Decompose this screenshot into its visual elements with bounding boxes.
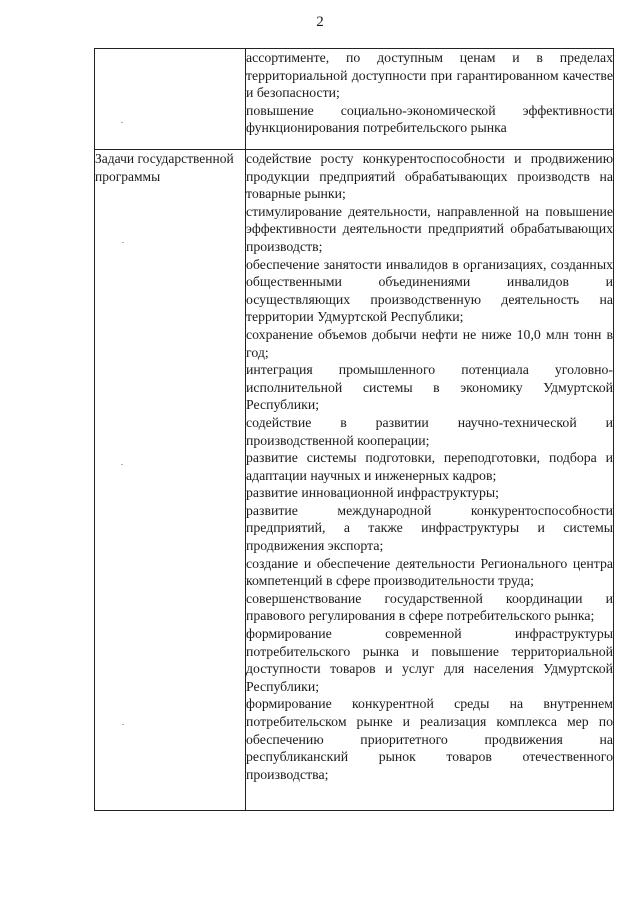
row-label-cell [95, 49, 246, 150]
list-item: формирование современной инфраструктуры потребительского рынка и повышение территориальной доступности товаров и услуг для населения Удмуртской Республики; [246, 626, 613, 694]
list-item: создание и обеспечение деятельности Регионального центра компетенций в сфере производительности труда; [246, 555, 613, 589]
row-label-cell: Задачи государственной программы [95, 150, 246, 811]
scan-speck [121, 464, 123, 465]
list-item: содействие росту конкурентоспособности и продвижению продукции предприятий обрабатывающих производств на товарные рынки; [246, 151, 613, 202]
list-item: формирование конкурентной среды на внутреннем потребительском рынке и реализация комплекса мер по обеспечению приоритетного продвижения на республиканский рынок товаров отечественного производства; [246, 696, 613, 782]
list-item: развитие инновационной инфраструктуры; [246, 485, 499, 501]
row-content-cell [246, 49, 614, 150]
list-item: ассортименте, по доступным ценам и в пределах территориальной доступности при гарантированном качестве и безопасности; [246, 50, 613, 101]
page-number: 2 [316, 14, 324, 30]
list-item: содействие в развитии научно-технической и производственной кооперации; [246, 414, 613, 448]
list-item: развитие международной конкурентоспособности предприятий, а также инфраструктуры и системы продвижения экспорта; [246, 502, 613, 554]
table-row [95, 49, 614, 150]
list-item: обеспечение занятости инвалидов в организациях, созданных общественными объединениями инвалидов и осуществляющих производственную деятельность на территории Удмуртской Республики; [246, 256, 613, 325]
scan-speck [122, 242, 124, 243]
list-item: развитие системы подготовки, переподготовки, подбора и адаптации научных и инженерных кадров; [246, 450, 613, 483]
list-item: повышение социально-экономической эффективности функционирования потребительского рынка [246, 102, 613, 136]
list-item: сохранение объемов добычи нефти не ниже 10,0 млн тонн в год; [246, 326, 613, 360]
row-content-cell [246, 150, 614, 811]
list-item: совершенствование государственной координации и правового регулирования в сфере потребительского рынка; [246, 590, 613, 624]
scan-speck [122, 724, 124, 725]
table-row [95, 150, 614, 811]
list-item: интеграция промышленного потенциала уголовно-исполнительной системы в экономику Удмуртской Республики; [246, 362, 613, 413]
scan-speck [121, 122, 123, 123]
program-passport-table [94, 48, 614, 811]
list-item: стимулирование деятельности, направленной на повышение эффективности деятельности предприятий обрабатывающих производств; [246, 203, 613, 254]
